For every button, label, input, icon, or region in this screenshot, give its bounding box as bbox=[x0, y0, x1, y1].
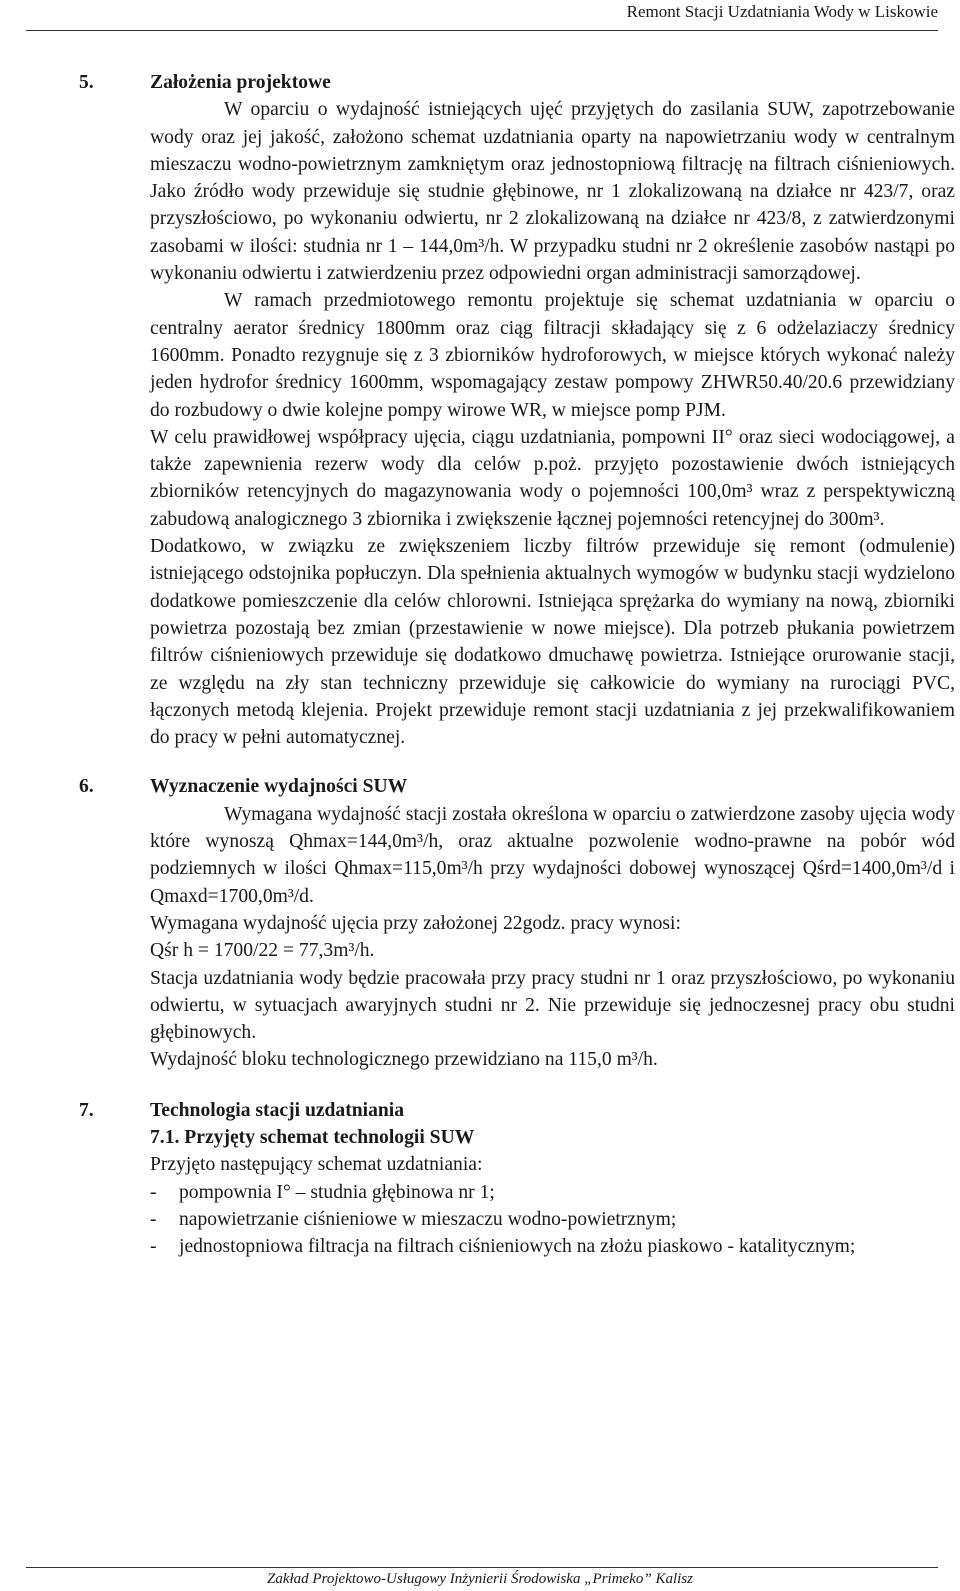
section-7 bbox=[79, 1097, 955, 1261]
list-item bbox=[150, 1206, 955, 1233]
section-number: 7. bbox=[79, 1099, 94, 1121]
section-5 bbox=[79, 69, 955, 751]
header-divider bbox=[26, 30, 938, 31]
paragraph: Dodatkowo, w związku ze zwiększeniem liczby filtrów przewiduje się remont (odmulenie) istniejącego odstojnika popłuczyn. Dla spełnienia aktualnych wymogów w budynku stacji wydzielono dodatkowe pomieszczenie dla celów chlorowni. Istniejąca sprężarka do wymiany na nową, zbiorniki powietrza pozostają bez zmian (przestawienie w nowe miejsce). Dla potrzeb płukania powietrzem filtrów ciśnieniowych przewiduje się dodatkowo dmuchawę powietrza. Istniejące orurowanie stacji, ze względu na zły stan techniczny przewiduje się całkowicie do wymiany na rurociągi PVC, łączonych metodą klejenia. Projekt przewiduje remont stacji uzdatniania z jej przekwalifikowaniem do pracy w pełni automatycznej. bbox=[150, 536, 955, 749]
dash-bullet: - bbox=[150, 1208, 157, 1230]
section-title: Technologia stacji uzdatniania bbox=[150, 1099, 405, 1121]
running-footer: Zakład Projektowo-Usługowy Inżynierii Środowiska „Primeko” Kalisz bbox=[267, 1571, 693, 1587]
paragraph: W ramach przedmiotowego remontu projektuje się schemat uzdatniania w oparciu o centralny aerator średnicy 1800mm oraz ciąg filtracji składający się z 6 odżelaziaczy średnicy 1600mm. Ponadto rezygnuje się z 3 zbiorników hydroforowych, w miejsce których wykonać należy jeden hydrofor średnicy 1600mm, wspomagający zestaw pompowy ZHWR50.40/20.6 przewidziany do rozbudowy o dwie kolejne pompy wirowe WR, w miejsce pomp PJM. bbox=[150, 290, 955, 421]
section-title: Założenia projektowe bbox=[150, 72, 331, 93]
paragraph: W celu prawidłowej współpracy ujęcia, ciągu uzdatniania, pompowni II° oraz sieci wodociągowej, a także zapewnienia rezerw wody dla celów p.poż. przyjęto pozostawienie dwóch istniejących zbiorników retencyjnych do magazynowania wody o pojemności 100,0m³ wraz z perspektywiczną zabudową analogicznego 3 zbiornika i zwiększenie łącznej pojemności retencyjnej do 300m³. bbox=[150, 426, 955, 530]
section-title: Wyznaczenie wydajności SUW bbox=[150, 776, 408, 798]
section-heading bbox=[79, 1097, 955, 1124]
paragraph: Wymagana wydajność stacji została określona w oparciu o zatwierdzone zasoby ujęcia wody które wynoszą Qhmax=144,0m³/h, oraz aktualne pozwolenie wodno-prawne na pobór wód podziemnych w ilości Qhmax=115,0m³/h przy wydajności dobowej wynoszącej Qśrd=1400,0m³/d i Qmaxd=1700,0m³/d. bbox=[150, 803, 955, 907]
list-item-text: pompownia I° – studnia głębinowa nr 1; bbox=[179, 1181, 495, 1203]
section-heading bbox=[79, 69, 955, 96]
dash-bullet: - bbox=[150, 1181, 157, 1203]
dash-bullet: - bbox=[150, 1236, 157, 1258]
list-item-text: napowietrzanie ciśnieniowe w mieszaczu wodno-powietrznym; bbox=[179, 1208, 677, 1230]
formula: Qśr h = 1700/22 = 77,3m³/h. bbox=[150, 940, 375, 962]
footer-divider bbox=[26, 1567, 938, 1568]
list-item bbox=[150, 1233, 955, 1260]
paragraph: W oparciu o wydajność istniejących ujęć przyjętych do zasilania SUW, zapotrzebowanie wody oraz jej jakość, założono schemat uzdatniania oparty na napowietrzaniu wody w centralnym mieszaczu wodno-powietrznym zamkniętym oraz jednostopniową filtrację na filtrach ciśnieniowych. Jako źródło wody przewiduje się studnie głębinowe, nr 1 zlokalizowaną na działce nr 423/7, oraz przyszłościowo, po wykonaniu odwiertu, nr 2 zlokalizowaną na działce nr 423/8, z zatwierdzonymi zasobami w ilości: studnia nr 1 – 144,0m³/h. W przypadku studni nr 2 określenie zasobów nastąpi po wykonaniu odwiertu i zatwierdzeniu przez odpowiedni organ administracji samorządowej. bbox=[150, 99, 955, 285]
section-heading bbox=[79, 773, 955, 800]
list-item bbox=[150, 1179, 955, 1206]
paragraph: Wydajność bloku technologicznego przewidziano na 115,0 m³/h. bbox=[150, 1049, 658, 1071]
scheme-list bbox=[150, 1179, 955, 1261]
section-6 bbox=[79, 773, 955, 1073]
running-header: Remont Stacji Uzdatniania Wody w Liskowie bbox=[626, 2, 938, 21]
paragraph: Wymagana wydajność ujęcia przy założonej 22godz. pracy wynosi: bbox=[150, 912, 681, 934]
paragraph: Stacja uzdatniania wody będzie pracowała przy pracy studni nr 1 oraz przyszłościowo, po wykonaniu odwiertu, w sytuacjach awaryjnych studni nr 2. Nie przewiduje się jednoczesnej pracy obu studni głębinowych. bbox=[150, 967, 955, 1044]
document-body bbox=[79, 69, 955, 1260]
paragraph: Przyjęto następujący schemat uzdatniania: bbox=[150, 1154, 483, 1176]
section-number: 6. bbox=[79, 776, 94, 798]
section-number: 5. bbox=[79, 72, 94, 93]
list-item-text: jednostopniowa filtracja na filtrach ciśnieniowych na złożu piaskowo - katalitycznym; bbox=[179, 1236, 856, 1258]
subsection-title: 7.1. Przyjęty schemat technologii SUW bbox=[150, 1126, 475, 1148]
